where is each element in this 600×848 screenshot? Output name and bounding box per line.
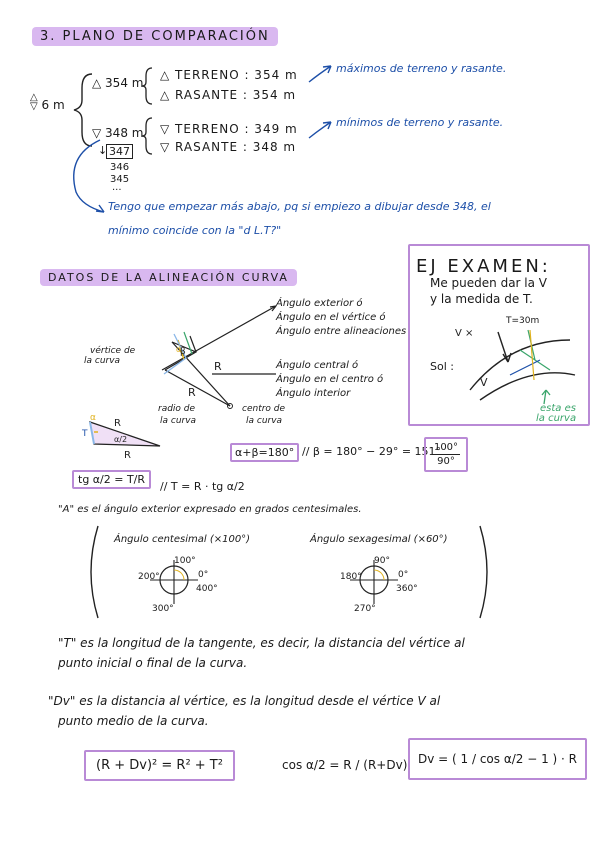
cent-label: 300° (152, 604, 174, 614)
svg-text:T: T (82, 429, 88, 439)
formula-Dv: Dv = ( 1 / cos α/2 − 1 ) · R (408, 738, 587, 780)
cent-label: 200° (138, 572, 160, 582)
sexa-label: 180° (340, 572, 362, 582)
explanation-1: Tengo que empezar más abajo, pq si empiezo a dibujar desde 348, el (108, 200, 491, 213)
angle-cent-1: Ángulo central ó (276, 360, 359, 371)
formula-pyth: (R + Dv)² = R² + T² (84, 750, 235, 781)
section-title-curva: DATOS DE LA ALINEACIÓN CURVA (40, 269, 297, 286)
sexagesimal-title: Ángulo sexagesimal (×60°) (310, 534, 448, 545)
exam-line1: Me pueden dar la V (430, 276, 548, 290)
svg-text:α/2: α/2 (114, 435, 128, 444)
angle-ext-2: Ángulo en el vértice ó (276, 312, 386, 323)
arrow-top-icon (305, 62, 335, 86)
svg-text:β: β (180, 347, 186, 357)
svg-text:α: α (90, 413, 96, 423)
exam-note-2: la curva (536, 413, 577, 424)
centesimal-title: Ángulo centesimal (×100°) (114, 534, 251, 545)
top-note: máximos de terreno y rasante. (336, 62, 507, 75)
exam-t-label: T=30m (506, 316, 540, 326)
label-centro-2: la curva (246, 416, 283, 426)
bottom-note: mínimos de terreno y rasante. (336, 116, 504, 129)
angle-ext-1: Ángulo exterior ó (276, 298, 363, 309)
svg-text:α: α (176, 345, 182, 354)
svg-text:R: R (188, 386, 196, 399)
angle-cent-3: Ángulo interior (276, 388, 351, 399)
formula-T: // T = R · tg α/2 (160, 480, 245, 493)
list-item: ... (112, 182, 122, 193)
label-vertice-2: la curva (84, 356, 121, 366)
sexa-label: 0° (398, 570, 409, 580)
exam-title: EJ EXAMEN: (416, 256, 551, 277)
formula-tg: tg α/2 = T/R (72, 470, 151, 489)
triangle-diagram (80, 410, 170, 460)
angle-ext-3: Ángulo entre alineaciones (276, 326, 407, 337)
svg-text:V ×: V × (455, 328, 474, 339)
section-title-plano: 3. PLANO DE COMPARACIÓN (32, 27, 278, 46)
svg-text:R: R (124, 450, 131, 461)
label-radio-2: la curva (160, 416, 197, 426)
exam-line2: y la medida de T. (430, 292, 533, 306)
explanation-2: mínimo coincide con la "d L.T?" (108, 224, 282, 237)
note-T-1: "T" es la longitud de la tangente, es decir, la distancia del vértice al (58, 636, 465, 650)
brace-top (140, 66, 160, 106)
formula-cos: cos α/2 = R / (R+Dv) (282, 758, 408, 772)
note-Dv-1: "Dv" es la distancia al vértice, es la longitud desde el vértice V al (48, 694, 441, 708)
top-main: △ 354 m (92, 76, 144, 90)
arrow-bottom-icon (305, 118, 335, 142)
top-line2: △ RASANTE : 354 m (160, 88, 297, 102)
bottom-line2: ▽ RASANTE : 348 m (160, 140, 297, 154)
formula-beta: // β = 180° − 29° = 151° (302, 445, 442, 458)
formula-sum: α+β=180° (230, 443, 299, 462)
note-T-2: punto inicial o final de la curva. (58, 656, 248, 670)
angle-cent-2: Ángulo en el centro ó (276, 374, 384, 385)
exam-sol: Sol : (430, 360, 454, 373)
label-centro-1: centro de (242, 404, 286, 414)
note-A: "A" es el ángulo exterior expresado en grados centesimales. (58, 504, 362, 515)
svg-text:R: R (114, 418, 121, 429)
formula-conversion: 100° 90° (424, 437, 468, 472)
cent-label: 0° (198, 570, 209, 580)
note-Dv-2: punto medio de la curva. (58, 714, 209, 728)
down-arrow-icon: ↓ (98, 144, 108, 157)
sexa-label: 90° (374, 556, 390, 566)
label-vertice-1: vértice de (90, 346, 136, 356)
cent-label: 100° (174, 556, 196, 566)
exam-note-1: esta es (540, 403, 576, 414)
cent-label: 400° (196, 584, 218, 594)
sexa-label: 270° (354, 604, 376, 614)
list-item: 345 (110, 174, 130, 185)
sexa-label: 360° (396, 584, 418, 594)
svg-text:V: V (480, 376, 488, 389)
delta-label: △ ▽ 6 m (30, 92, 65, 112)
exam-curve-diagram (450, 320, 580, 410)
top-line1: △ TERRENO : 354 m (160, 68, 298, 82)
bottom-main: ▽ 348 m (92, 126, 144, 140)
boxed-value: 347 (106, 144, 133, 159)
svg-text:R: R (214, 360, 222, 373)
brace-bottom (140, 116, 160, 156)
label-radio-1: radio de (158, 404, 196, 414)
bottom-line1: ▽ TERRENO : 349 m (160, 122, 298, 136)
list-item: 346 (110, 162, 130, 173)
